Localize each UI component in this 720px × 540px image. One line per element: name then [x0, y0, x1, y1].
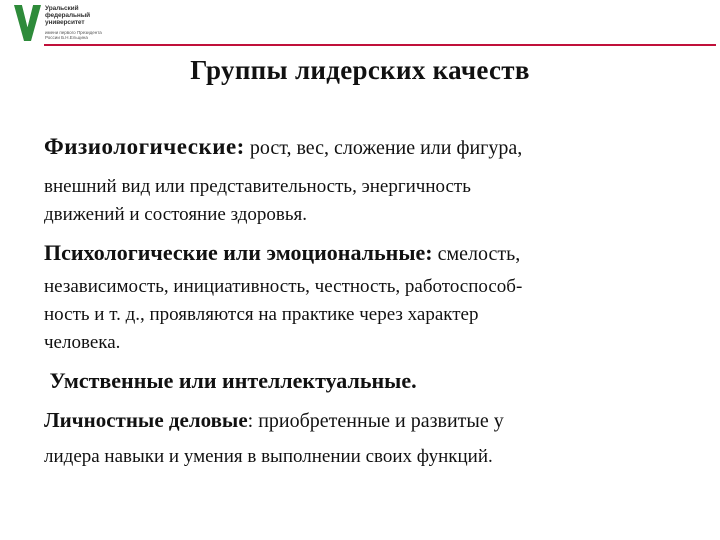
- logo-subtext: [45, 30, 102, 40]
- slide-content: [44, 132, 684, 471]
- section-heading: Физиологические:: [44, 134, 245, 159]
- section-colon: :: [247, 410, 254, 432]
- section-heading: Умственные или интеллектуальные.: [44, 368, 417, 393]
- section-intellectual: [44, 367, 684, 398]
- section-text: смелость,: [432, 243, 521, 265]
- section-line: лидера навыки и умения в выполнении своих функций.: [44, 446, 493, 467]
- section-line: независимость, инициативность, честность, работоспособ-: [44, 276, 523, 297]
- header-divider: [44, 44, 716, 46]
- section-text: рост, вес, сложение или фигура,: [244, 137, 523, 159]
- section-line: человека.: [44, 332, 121, 353]
- section-business: [44, 406, 684, 437]
- logo-subtext-line-1: имени первого Президента: [45, 30, 102, 35]
- section-line: ность и т. д., проявляются на практике через характер: [44, 304, 479, 325]
- section-psychological: [44, 239, 684, 270]
- logo-text: [45, 5, 90, 26]
- university-logo: [14, 5, 164, 43]
- section-heading: Личностные деловые: [44, 408, 248, 432]
- slide-title: Группы лидерских качеств: [190, 55, 530, 85]
- section-psychological-body: [44, 273, 684, 357]
- section-heading: Психологические или эмоциональные:: [44, 240, 433, 265]
- logo-text-line-1: Уральский: [45, 5, 79, 12]
- urfu-logo-icon: [14, 5, 41, 41]
- section-physiological-body: [44, 173, 684, 229]
- section-text: приобретенные и развитые у: [253, 410, 504, 432]
- section-line: движений и состояние здоровья.: [44, 204, 308, 225]
- section-physiological: [44, 132, 684, 165]
- logo-text-line-2: федеральный: [45, 12, 91, 19]
- logo-text-line-3: университет: [45, 19, 85, 26]
- section-line: внешний вид или представительность, энергичность: [44, 176, 471, 197]
- section-business-body: [44, 443, 684, 471]
- logo-subtext-line-2: России Б.Н.Ельцина: [45, 35, 88, 40]
